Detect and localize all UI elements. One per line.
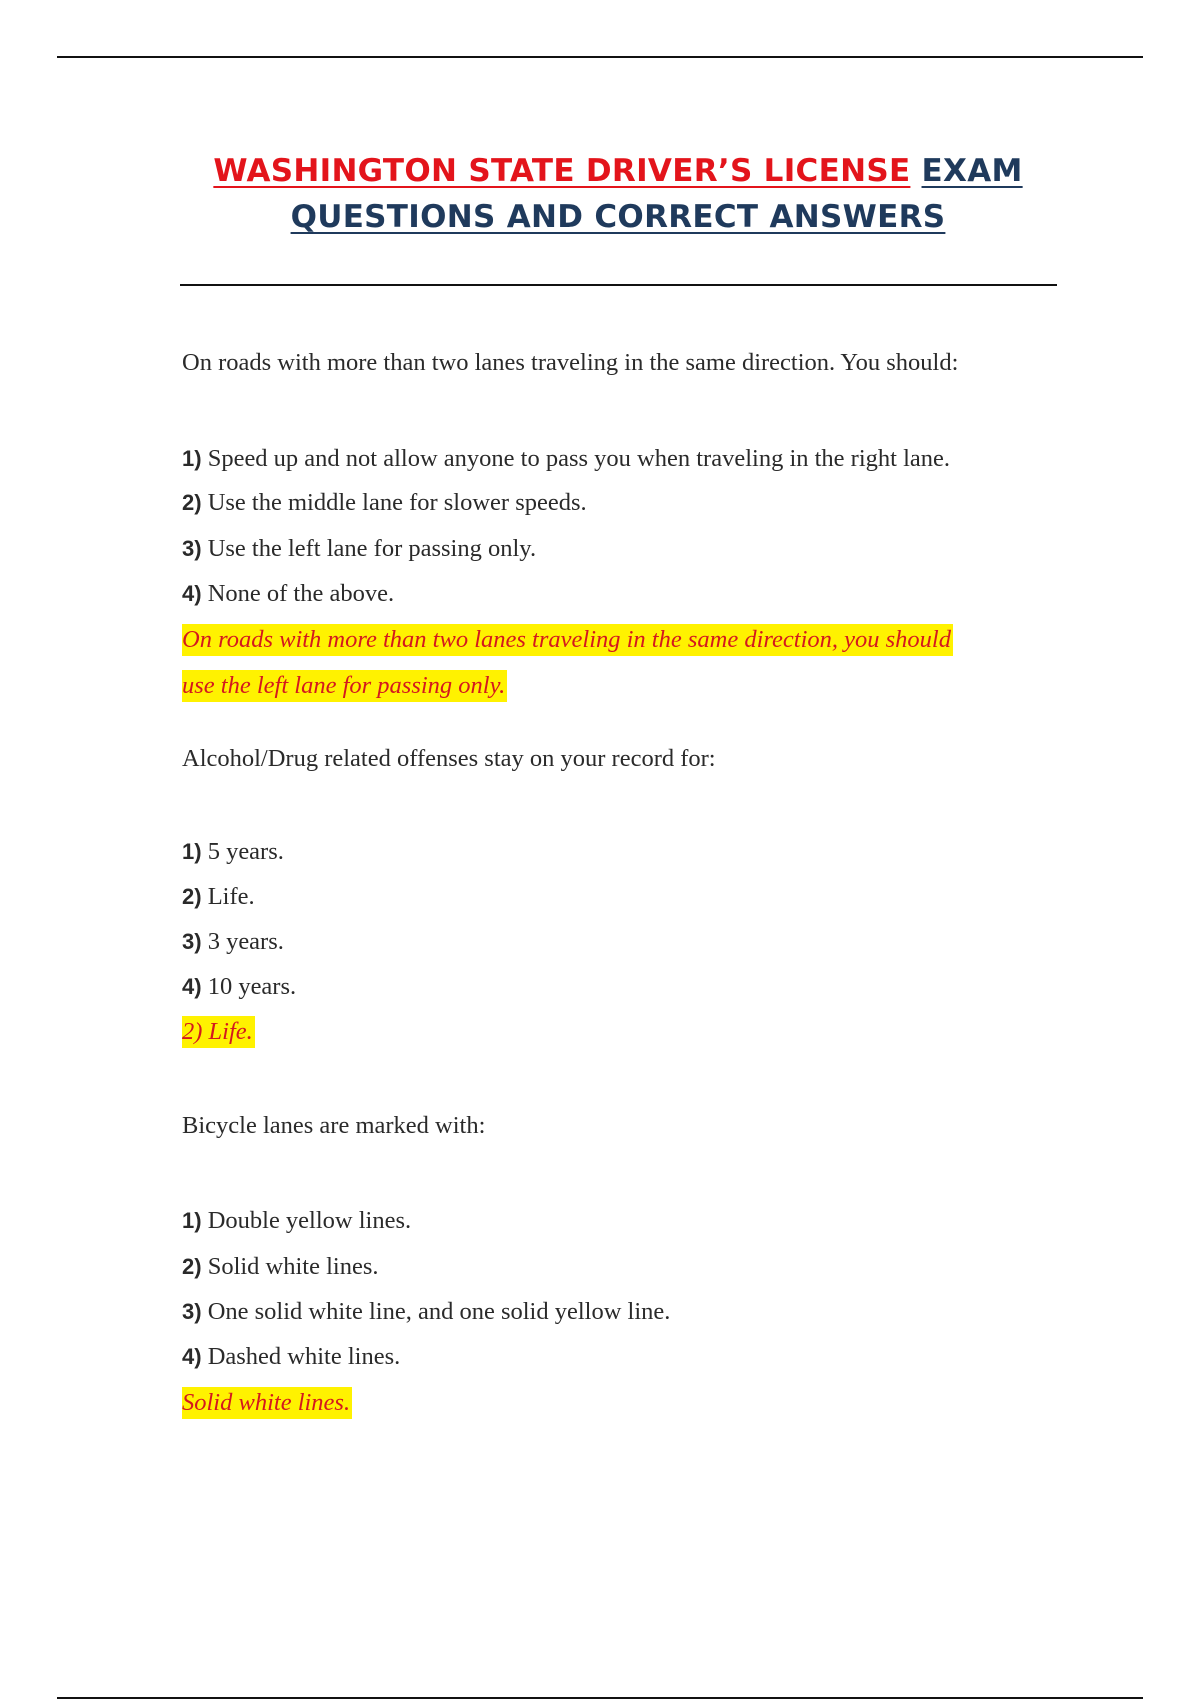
answer-highlight: Solid white lines. bbox=[182, 1387, 352, 1419]
option-text: Dashed white lines. bbox=[207, 1343, 401, 1370]
correct-answer bbox=[182, 669, 507, 703]
correct-answer bbox=[182, 1015, 255, 1049]
option-number: 2) bbox=[182, 1254, 202, 1279]
option-item bbox=[182, 578, 394, 610]
answer-highlight: 2) Life. bbox=[182, 1016, 255, 1048]
option-number: 4) bbox=[182, 974, 202, 999]
option-number: 1) bbox=[182, 1208, 202, 1233]
option-number: 3) bbox=[182, 536, 202, 561]
option-number: 4) bbox=[182, 581, 202, 606]
title-red-part: WASHINGTON STATE DRIVER’S LICENSE bbox=[213, 153, 911, 189]
option-item bbox=[182, 443, 950, 475]
option-item bbox=[182, 1251, 379, 1283]
option-number: 3) bbox=[182, 929, 202, 954]
option-text: One solid white line, and one solid yellow line. bbox=[207, 1298, 671, 1325]
title-navy-part-2: QUESTIONS AND CORRECT ANSWERS bbox=[290, 199, 946, 235]
question-prompt: Alcohol/Drug related offenses stay on your record for: bbox=[182, 745, 716, 772]
option-item bbox=[182, 1296, 670, 1328]
document-title bbox=[120, 148, 1116, 240]
option-text: Life. bbox=[207, 883, 255, 910]
correct-answer bbox=[182, 1386, 352, 1420]
option-item bbox=[182, 881, 255, 913]
option-number: 2) bbox=[182, 490, 202, 515]
title-navy-part-1: EXAM bbox=[921, 153, 1023, 189]
option-text: Double yellow lines. bbox=[207, 1207, 412, 1234]
question-prompt: On roads with more than two lanes traveling in the same direction. You should: bbox=[182, 349, 959, 376]
title-divider bbox=[180, 284, 1057, 286]
option-item bbox=[182, 1205, 411, 1237]
option-number: 4) bbox=[182, 1344, 202, 1369]
question-prompt: Bicycle lanes are marked with: bbox=[182, 1112, 486, 1139]
option-text: Use the middle lane for slower speeds. bbox=[207, 489, 587, 516]
option-item bbox=[182, 971, 296, 1003]
bottom-rule bbox=[57, 1697, 1143, 1699]
option-item bbox=[182, 533, 536, 565]
option-item bbox=[182, 487, 587, 519]
option-text: Use the left lane for passing only. bbox=[207, 535, 537, 562]
option-number: 1) bbox=[182, 446, 202, 471]
option-text: None of the above. bbox=[207, 580, 395, 607]
top-rule bbox=[57, 56, 1143, 58]
option-text: 5 years. bbox=[207, 838, 284, 865]
option-item bbox=[182, 926, 284, 958]
option-item bbox=[182, 1341, 400, 1373]
option-text: 10 years. bbox=[207, 973, 297, 1000]
option-text: Solid white lines. bbox=[207, 1253, 379, 1280]
answer-highlight: On roads with more than two lanes traveling in the same direction, you should bbox=[182, 624, 953, 656]
option-text: 3 years. bbox=[207, 928, 284, 955]
option-number: 1) bbox=[182, 839, 202, 864]
correct-answer bbox=[182, 623, 953, 657]
option-number: 2) bbox=[182, 884, 202, 909]
option-number: 3) bbox=[182, 1299, 202, 1324]
option-item bbox=[182, 836, 284, 868]
answer-highlight: use the left lane for passing only. bbox=[182, 670, 507, 702]
option-text: Speed up and not allow anyone to pass you when traveling in the right lane. bbox=[207, 445, 951, 472]
